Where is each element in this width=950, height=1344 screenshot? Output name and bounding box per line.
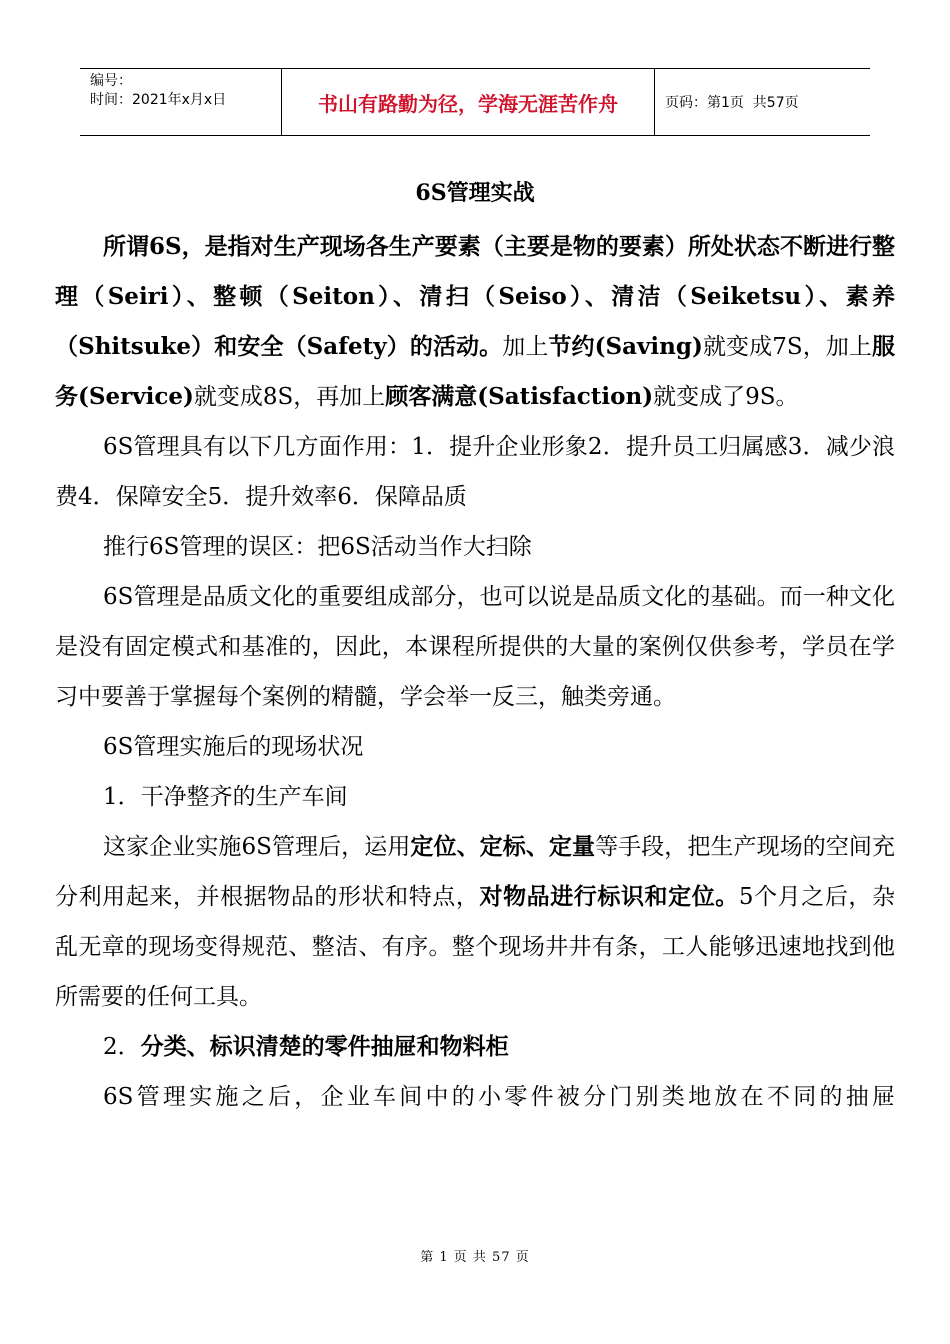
bold-run: 分类、标识清楚的零件抽屉和物料柜 [140,1033,509,1060]
time-label: 时间：2021年x月x日 [90,92,227,108]
bold-run: 服务(Service) [55,333,896,410]
paragraph-item-2 [55,1022,895,1072]
document-body [55,222,895,1122]
page-header [80,68,870,136]
header-page-info [655,69,870,135]
definition-bold: 所谓6S，是指对生产现场各生产要素（主要是物的要素）所处状态不断进行整理（Seiri）、整顿（Seiton）、清扫（Seiso）、清洁（Seiketsu）、素养（Shitsuke）和安全（Safety）的活动。 [55,233,895,360]
page-footer: 第 1 页 共 57 页 [420,1250,530,1265]
paragraph-case-1 [55,822,895,1022]
paragraph-case-2: 6S管理实施之后，企业车间中的小零件被分门别类地放在不同的抽屉 [103,1084,895,1110]
bold-run: 对物品进行标识和定位。 [479,883,739,910]
header-motto [282,69,655,135]
paragraph-culture: 6S管理是品质文化的重要组成部分，也可以说是品质文化的基础。而一种文化是没有固定模式和基准的，因此，本课程所提供的大量的案例仅供参考，学员在学习中要善于掌握每个案例的精髓，学会举一反三，触类旁通。 [55,584,895,710]
bold-run: 定位、定标、定量 [410,833,596,860]
paragraph-functions: 6S管理具有以下几方面作用：1．提升企业形象2．提升员工归属感3．减少浪费4．保障安全5．提升效率6．保障品质 [55,434,895,510]
page-label: 页码：第1页 共57页 [665,95,799,111]
header-meta [80,69,282,135]
text-run: 就变成了9S。 [653,384,799,410]
bold-run: 节约(Saving) [548,333,703,360]
text-run: 等手段，把生产现场的空间充分利用起来，并根据物品的形状和特点， [55,834,896,910]
paragraph-item-1: 1．干净整齐的生产车间 [103,784,348,810]
paragraph-misconception: 推行6S管理的误区：把6S活动当作大扫除 [103,534,532,560]
paragraph-status-heading: 6S管理实施后的现场状况 [103,734,364,760]
paragraph-definition [55,222,895,422]
text-run: 这家企业实施6S管理后，运用 [103,834,411,860]
document-title: 6S管理实战 [415,180,535,206]
text-run: 就变成8S，再加上 [193,384,386,410]
text-run: 就变成7S，加上 [702,334,873,360]
text-run: 5个月之后，杂乱无章的现场变得规范、整洁、有序。整个现场井井有条，工人能够迅速地找到他所需要的任何工具。 [55,884,896,1010]
motto-text: 书山有路勤为径，学海无涯苦作舟 [318,91,618,116]
text-run: 2． [103,1034,141,1060]
number-label: 编号： [90,73,132,89]
bold-run: 顾客满意(Satisfaction) [385,383,654,410]
text-run: 加上 [502,334,549,360]
